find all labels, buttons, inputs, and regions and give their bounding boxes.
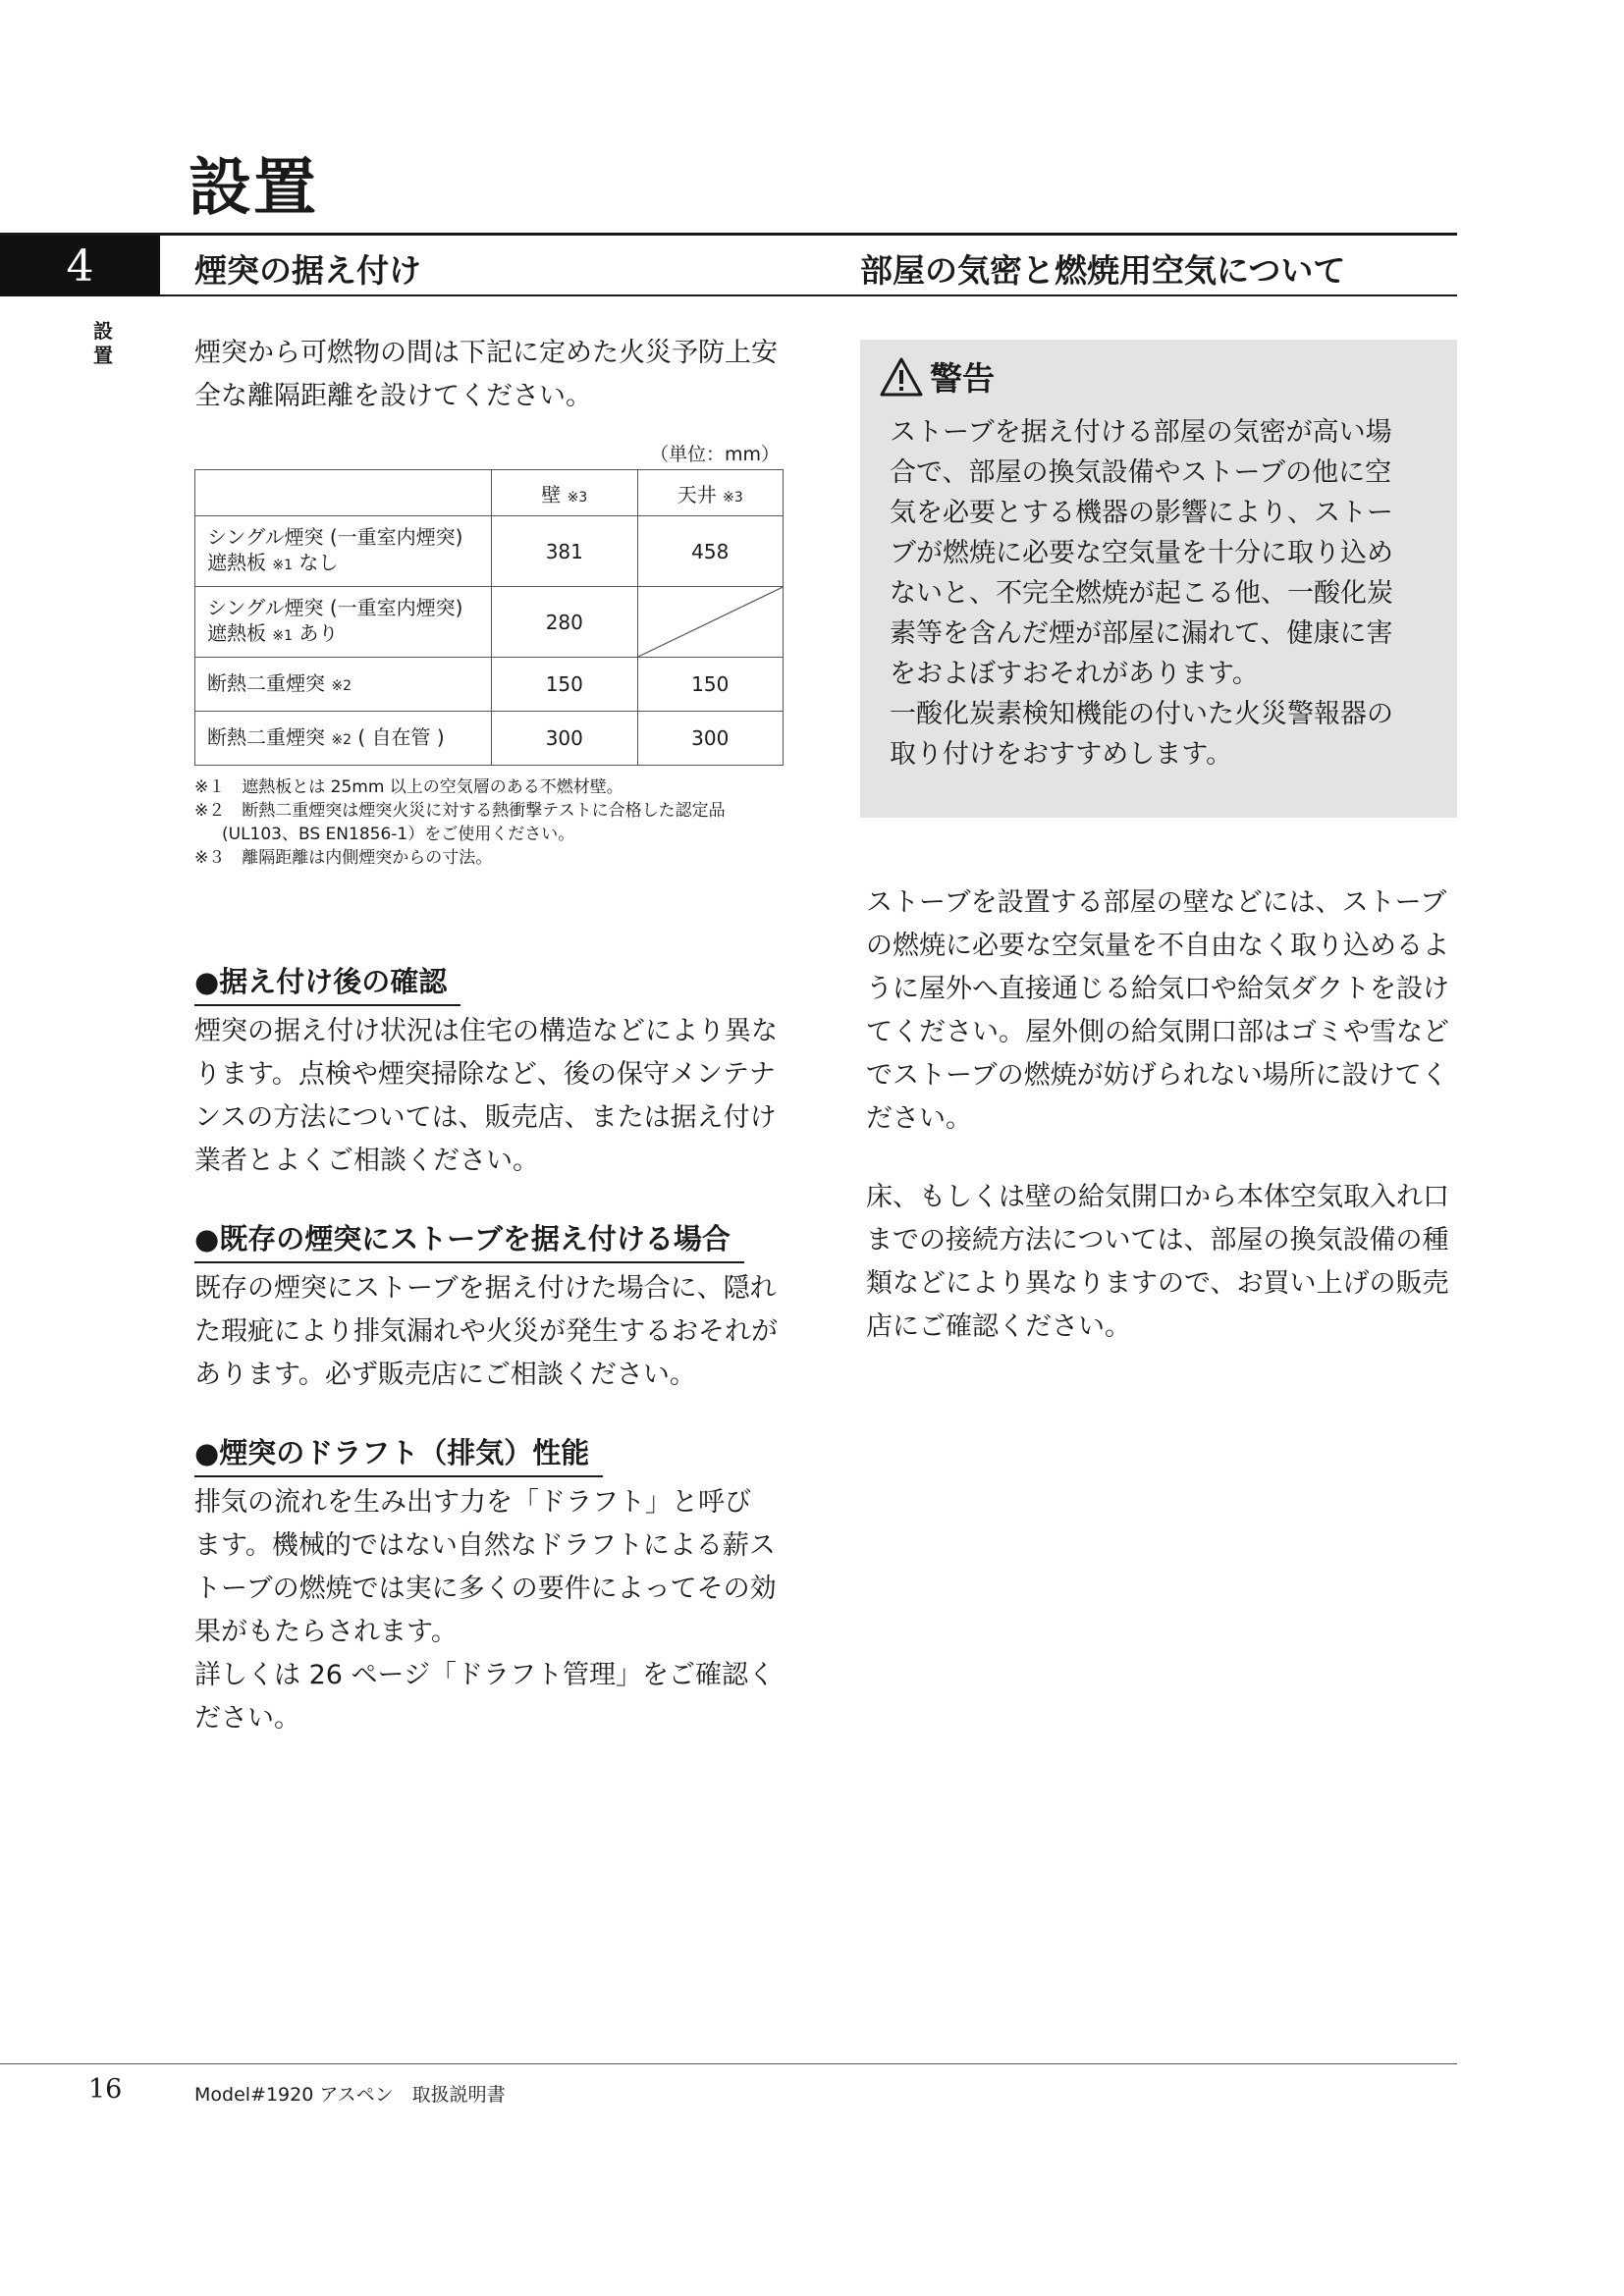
section-heading-rule xyxy=(160,294,1457,296)
row-label xyxy=(195,658,492,712)
subheading-existing-chimney: ●既存の煙突にストーブを据え付ける場合 xyxy=(194,1217,744,1263)
header-ceiling-mark: ※3 xyxy=(723,489,743,506)
table-row xyxy=(195,587,784,658)
row-label-mark: ※1 xyxy=(272,628,293,644)
warning-header xyxy=(879,353,995,400)
header-ceiling-label: 天井 xyxy=(677,482,717,507)
page-number: 16 xyxy=(88,2074,123,2105)
table-header-ceiling xyxy=(637,470,783,516)
section-heading-chimney: 煙突の据え付け xyxy=(194,251,421,290)
text-line: 業者とよくご相談ください。 xyxy=(194,1146,539,1176)
text-line: た瑕疵により排気漏れや火災が発生するおそれが xyxy=(194,1316,778,1347)
note-2: ※２ 断熱二重煙突は煙突火災に対する熱衝撃テストに合格した認定品 xyxy=(194,801,726,821)
text-line: ります。点検や煙突掃除など、後の保守メンテナ xyxy=(194,1059,776,1090)
text-line: 床、もしくは壁の給気開口から本体空気取入れ口 xyxy=(866,1182,1449,1212)
text-line: をおよぼすおそれがあります。 xyxy=(890,659,1259,689)
text-line: ださい。 xyxy=(866,1103,972,1134)
footer-rule xyxy=(0,2063,1457,2064)
section-existing-chimney xyxy=(194,1217,793,1397)
chapter-number: 4 xyxy=(0,236,160,296)
text-line: 一酸化炭素検知機能の付いた火災警報器の xyxy=(890,699,1393,729)
table-header-row xyxy=(195,470,784,516)
warning-title: 警告 xyxy=(930,359,995,398)
text-line: ンスの方法については、販売店、または据え付け xyxy=(194,1102,777,1133)
row-label-suffix: あり xyxy=(298,621,339,645)
row-label-mark: ※2 xyxy=(331,677,352,694)
cell-ceiling: 150 xyxy=(637,658,783,712)
cell-ceiling-not-applicable xyxy=(637,587,783,658)
text-line: てください。屋外側の給気開口部はゴミや雪など xyxy=(866,1017,1449,1047)
intro-text: 煙突から可燃物の間は下記に定めた火災予防上安全な離隔距離を設けてください。 xyxy=(194,338,778,411)
row-label xyxy=(195,516,492,587)
text-line: 素等を含んだ煙が部屋に漏れて、健康に害 xyxy=(890,618,1393,649)
text-line: トーブの燃焼では実に多くの要件によってその効 xyxy=(194,1574,777,1604)
text-line: うに屋外へ直接通じる給気口や給気ダクトを設け xyxy=(866,974,1449,1004)
table-header-wall xyxy=(492,470,637,516)
note-2-cont: (UL103、BS EN1856-1）をご使用ください。 xyxy=(222,825,575,844)
text-line: 店にご確認ください。 xyxy=(866,1311,1131,1342)
row-label-prefix: 遮熱板 xyxy=(207,551,266,574)
warning-triangle-icon xyxy=(879,356,924,398)
subheading-draft: ●煙突のドラフト（排気）性能 xyxy=(194,1431,603,1477)
text-line: 既存の煙突にストーブを据え付けた場合に、隠れ xyxy=(194,1273,777,1304)
text-line: ブが燃焼に必要な空気量を十分に取り込め xyxy=(890,538,1393,568)
cell-ceiling: 300 xyxy=(637,712,783,766)
cell-wall: 280 xyxy=(492,587,637,658)
table-row xyxy=(195,658,784,712)
side-tab: 設置 xyxy=(93,319,113,367)
text-line: ストーブを設置する部屋の壁などには、ストーブ xyxy=(866,887,1447,918)
row-label-prefix: 遮熱板 xyxy=(207,621,266,645)
section-body xyxy=(194,1267,793,1397)
row-label-suffix: ( 自在管 ) xyxy=(357,724,445,749)
text-line: あります。必ず販売店にご相談ください。 xyxy=(194,1360,696,1390)
text-line: でストーブの燃焼が妨げられない場所に設けてく xyxy=(866,1060,1448,1091)
text-line: ストーブを据え付ける部屋の気密が高い場 xyxy=(890,417,1392,448)
text-line: 果がもたらされます。 xyxy=(194,1617,458,1647)
text-line: 煙突の据え付け状況は住宅の構造などにより異な xyxy=(194,1016,778,1046)
table-row xyxy=(195,712,784,766)
note-3: ※３ 離隔距離は内側煙突からの寸法。 xyxy=(194,848,493,868)
unit-note: （単位：mm） xyxy=(649,444,780,465)
note-1: ※１ 遮熱板とは 25mm 以上の空気層のある不燃材壁。 xyxy=(194,777,623,797)
row-label-suffix: なし xyxy=(298,551,339,574)
diagonal-line xyxy=(638,587,783,657)
section-after-install xyxy=(194,960,793,1183)
subheading-after-install: ●据え付け後の確認 xyxy=(194,960,460,1006)
section-draft xyxy=(194,1431,793,1740)
cell-wall: 381 xyxy=(492,516,637,587)
text-line: ださい。 xyxy=(194,1703,300,1734)
table-row xyxy=(195,516,784,587)
clearance-table xyxy=(194,469,784,766)
row-label xyxy=(195,712,492,766)
text-line: 排気の流れを生み出す力を「ドラフト」と呼び xyxy=(194,1487,751,1518)
footer-title: Model#1920 アスペン 取扱説明書 xyxy=(194,2084,506,2106)
text-line: までの接続方法については、部屋の換気設備の種 xyxy=(866,1225,1449,1255)
text-line: ます。機械的ではない自然なドラフトによる薪ス xyxy=(194,1530,776,1561)
text-line: の燃焼に必要な空気量を不自由なく取り込めるよ xyxy=(866,931,1449,961)
connection-paragraph xyxy=(866,1176,1455,1349)
section-body xyxy=(194,1481,793,1740)
row-label-line1: 断熱二重煙突 xyxy=(207,724,325,749)
table-notes xyxy=(194,775,726,870)
text-line: 詳しくは 26 ページ「ドラフト管理」をご確認く xyxy=(194,1660,775,1690)
row-label-line1: 断熱二重煙突 xyxy=(207,670,325,695)
text-line: 類などにより異なりますので、お買い上げの販売 xyxy=(866,1268,1449,1299)
header-wall-mark: ※3 xyxy=(567,489,588,506)
row-label-mark: ※2 xyxy=(331,731,352,748)
text-line: 取り付けをおすすめします。 xyxy=(890,739,1233,770)
header-wall-label: 壁 xyxy=(541,482,562,507)
row-label xyxy=(195,587,492,658)
text-line: 気を必要とする機器の影響により、ストー xyxy=(890,498,1393,528)
text-line: 合で、部屋の換気設備やストーブの他に空 xyxy=(890,457,1392,488)
row-label-line1: シングル煙突 (一重室内煙突) xyxy=(207,596,463,619)
text-line: ないと、不完全燃焼が起こる他、一酸化炭 xyxy=(890,578,1393,609)
cell-wall: 300 xyxy=(492,712,637,766)
row-label-line1: シングル煙突 (一重室内煙突) xyxy=(207,525,463,549)
section-body xyxy=(194,1010,793,1183)
air-intake-paragraph xyxy=(866,881,1455,1141)
cell-wall: 150 xyxy=(492,658,637,712)
page-title: 設置 xyxy=(189,151,318,225)
header-rule xyxy=(0,233,1457,236)
warning-text xyxy=(890,412,1449,774)
row-label-mark: ※1 xyxy=(272,558,293,573)
section-heading-airtight: 部屋の気密と燃焼用空気について xyxy=(860,251,1346,290)
cell-ceiling: 458 xyxy=(637,516,783,587)
table-header-empty xyxy=(195,470,492,516)
